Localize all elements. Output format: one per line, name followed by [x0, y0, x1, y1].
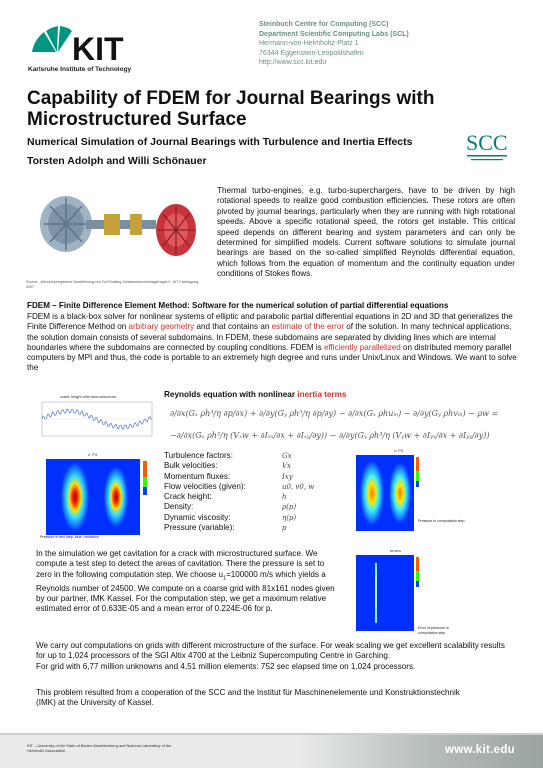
- turbocharger-image: [26, 186, 206, 276]
- error-plot-caption: Error of pressure in computation step: [418, 626, 449, 635]
- pressure-computation-plot: [342, 445, 502, 541]
- crack-plot-title: crack height with microstructure: [60, 394, 117, 399]
- factor-label: Density:: [164, 502, 194, 512]
- address-line: Department Scientific Computing Labs (SCL): [259, 30, 409, 38]
- factor-row: [164, 461, 344, 471]
- factor-symbol: h: [282, 493, 287, 502]
- factor-row: [164, 513, 344, 523]
- factor-label: Dynamic viscosity:: [164, 512, 231, 522]
- svg-text:−∂/∂x(Gx ρh³/η (Vxw + ∂Ixx/∂x: −∂/∂x(Gx ρh³/η (Vxw + ∂Ixx/∂x + ∂Ixy/∂y)) − ∂/∂y(Gy ρh³/η (Vyw + ∂Iyx/∂x + ∂Iyy/∂y)): [170, 431, 490, 440]
- scc-logo: [465, 128, 511, 166]
- fdem-highlight: estimate of the error: [271, 322, 345, 332]
- fdem-highlight: efficiently parallelized: [323, 342, 401, 352]
- address-line: Hermann-von-Helmholtz-Platz 1: [259, 40, 359, 47]
- factor-symbol: η(p): [282, 513, 297, 522]
- reynolds-heading-text: Reynolds equation with nonlinear: [164, 390, 298, 399]
- svg-text:∂/∂x(Gx ρh³/η ∂p/∂x) + ∂/∂y(Gy: ∂/∂x(Gx ρh³/η ∂p/∂x) + ∂/∂y(Gy ρh³/η ∂p/∂y) − ∂/∂x(Gx ρhum) − ∂/∂y(Gy ρhvm) − ρw =: [170, 409, 499, 418]
- factor-row: [164, 492, 344, 502]
- footer-institution: KIT – University of the State of Baden-Wuerttemberg and National Laboratory of the Helmholtz Association: [27, 743, 172, 754]
- factor-symbol: u0, v0, w: [282, 482, 315, 491]
- pressure-test-step-plot: [30, 449, 158, 547]
- simulation-paragraph: [36, 549, 336, 614]
- factor-list: [164, 451, 344, 533]
- factor-label: Flow velocities (given):: [164, 481, 246, 491]
- factor-row: [164, 523, 344, 533]
- fdem-text: of the solution. In many technical applications, the solution domain consists of several subdomains. In FDEM, these subdomains are separated by dividing lines which are internal boundaries where the subdomains are connected by coupling conditions. FDEM is: [27, 322, 512, 352]
- kit-logo-text: KIT: [72, 31, 124, 67]
- intro-paragraph: Thermal turbo-engines, e.g. turbo-superchargers, have to be driven by high rotational speeds to realize good combustion efficiencies. These rotors are often pivoted by journal bearings, particularly when they are running with high rotational speeds. Above a specific rotational speed, the rotors get instable. This critical speed depends on different bearing and system parameters and can only be determined for simplified models. Current software solutions to simulate journal bearings are based on the so-called simplified Reynolds differential equation, which follows from the equation of momentum and the continuity equation under conditions of Stokes flows.: [217, 186, 515, 279]
- poster-subtitle: Numerical Simulation of Journal Bearings with Turbulence and Inertia Effects: [27, 136, 413, 148]
- sim-text-a: In the simulation we get cavitation for a crack with microstructured surface. We compute a test step to detect the areas of cavitation. There the pressure is set to zero in the following computation step. We choose u: [36, 549, 325, 579]
- scaling-text: We carry out computations on grids with different microstructure of the surface. For weak scaling we get excellent scalability results for up to 1,024 processors of the SGI Altix 4700 at the Leibniz Supercomputing Centre in Garching.: [36, 641, 505, 661]
- error-plot-title: errora: [390, 548, 401, 553]
- scaling-result: For grid with 6,77 million unknowns and 4,51 million elements: 752 sec elapsed time on 1,024 processors.: [36, 661, 416, 671]
- factor-symbol: p: [282, 524, 287, 533]
- left-plot-caption: Pressure in test step, blue: cavitation: [40, 535, 99, 539]
- factor-row: [164, 482, 344, 492]
- factor-symbol: ρ(p): [282, 503, 297, 512]
- factor-row: [164, 472, 344, 482]
- reynolds-heading: [164, 390, 346, 399]
- factor-symbol: Ixy: [282, 472, 293, 481]
- cooperation-paragraph: This problem resulted from a cooperation of the SCC and the Institut für Maschinenelemente und Konstruktionstechnik (IMK) at the University of Kassel.: [36, 688, 460, 708]
- factor-label: Crack height:: [164, 492, 212, 502]
- kit-logo-tagline: Karlsruhe Institute of Technology: [28, 66, 132, 73]
- image-source-caption: Source: „Mehrkörpersysteme Modellierung von Full Floating-Schwimmbuchsenlagerlagern", KIT Fachtagung 2007: [26, 280, 199, 289]
- poster-authors: Torsten Adolph and Willi Schönauer: [27, 155, 207, 167]
- scaling-paragraph: [36, 641, 516, 672]
- factor-row: [164, 451, 344, 461]
- address-line: 76344 Eggenstein-Leopoldshafen: [259, 49, 364, 57]
- kit-logo: [28, 22, 128, 72]
- address-url[interactable]: http://www.scc.kit.edu: [259, 59, 327, 66]
- factor-row: [164, 502, 344, 512]
- crack-height-plot: [30, 392, 158, 444]
- address-block: [259, 20, 409, 68]
- scc-logo-text: SCC: [466, 130, 508, 155]
- poster-title: Capability of FDEM for Journal Bearings with Microstructured Surface: [27, 88, 435, 130]
- fdem-highlight: arbitrary geometry: [128, 322, 195, 332]
- fdem-text: FDEM is a black-box solver for nonlinear systems of elliptic and parabolic partial differential equations in 2D and 3D that generalizes the Finite Difference Method on: [27, 312, 513, 332]
- fdem-heading: FDEM – Finite Difference Element Method: Software for the numerical solution of partial differential equations: [27, 301, 449, 310]
- reynolds-heading-highlight: inertia terms: [297, 390, 347, 399]
- fdem-paragraph: [27, 312, 517, 374]
- factor-label: Pressure (variable):: [164, 523, 235, 533]
- sim-subscript: 1: [223, 575, 227, 582]
- factor-label: Turbulence factors:: [164, 451, 233, 460]
- sim-text-b: =100000 m/s which yields a Reynolds number of 24500. We compute on a coarse grid with 81x161 nodes given by our partner, IMK Kassel. For the computation step, we get a maximum relative estimated error of 0.633E-05 and a mean error of 0.224E-06 for p.: [36, 569, 335, 614]
- right-plot-caption: Pressure in computation step: [418, 519, 465, 523]
- p4-plot-title: z: P4: [88, 452, 98, 457]
- factor-label: Momentum fluxes:: [164, 471, 231, 481]
- p4-right-title: z: P4: [394, 448, 404, 453]
- factor-label: Bulk velocities:: [164, 461, 218, 471]
- factor-symbol: Gx: [282, 452, 292, 460]
- fdem-text: on distributed memory parallel computers by MPI and thus, the code is portable to an extremely high degree and runs under Unix/Linux and Windows. We want to solve the: [27, 342, 517, 373]
- fdem-text: and that contains an: [194, 322, 272, 332]
- address-line: Steinbuch Centre for Computing (SCC): [259, 21, 389, 28]
- reynolds-equation: [164, 402, 514, 448]
- factor-symbol: Vx: [282, 462, 292, 471]
- footer-url-link[interactable]: www.kit.edu: [445, 744, 515, 756]
